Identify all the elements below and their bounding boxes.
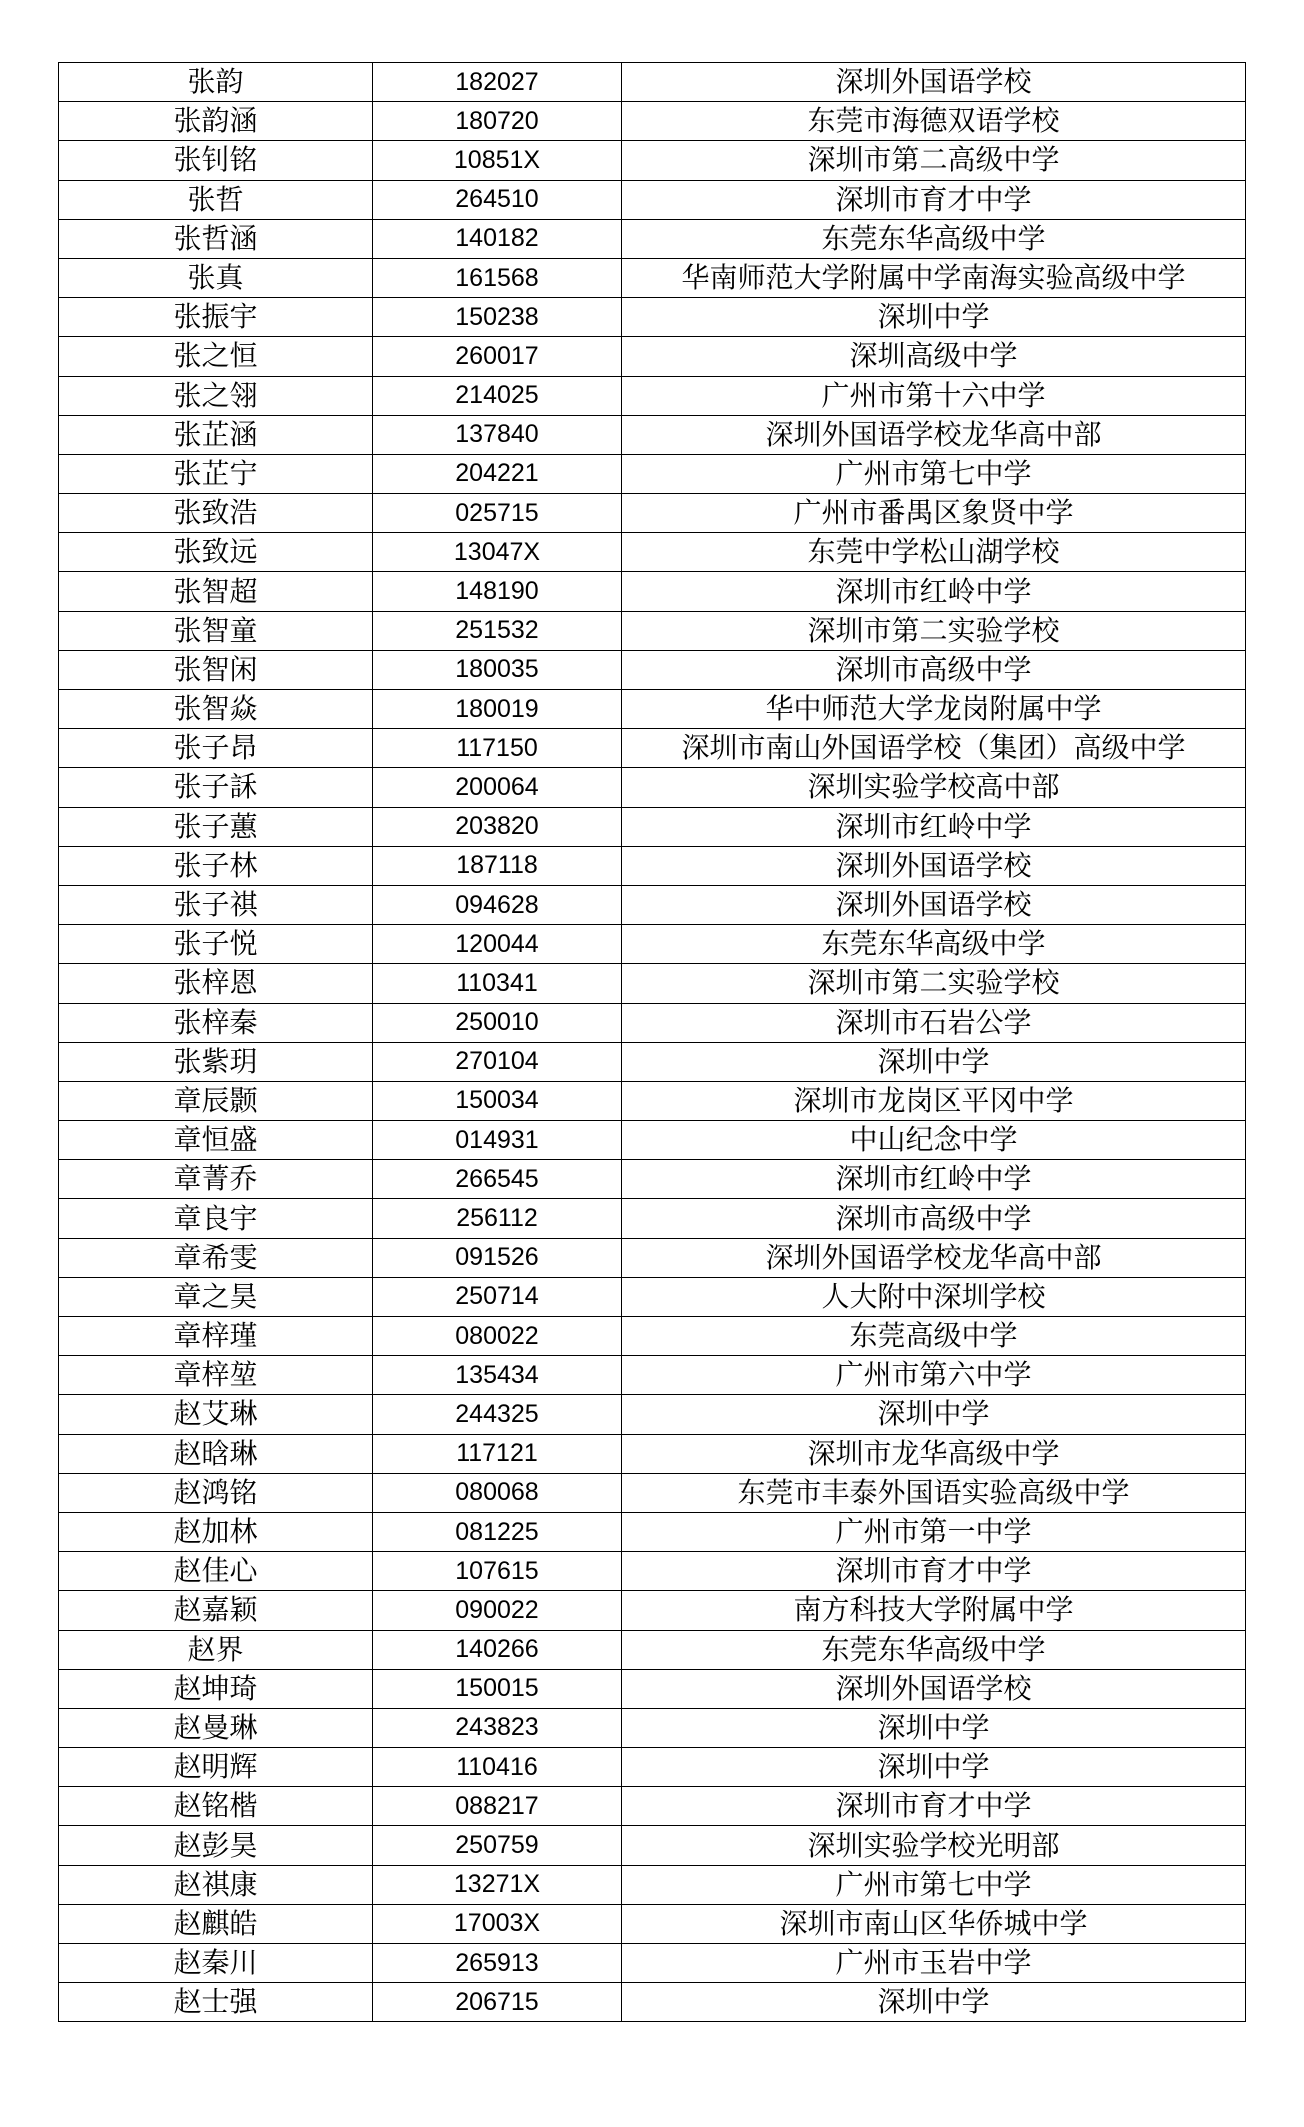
- student-id-cell: 260017: [373, 337, 622, 376]
- table-row: [59, 1904, 1246, 1943]
- student-id-cell: 180019: [373, 690, 622, 729]
- school-name-cell: 深圳中学: [622, 1708, 1246, 1747]
- school-name-cell: 南方科技大学附属中学: [622, 1591, 1246, 1630]
- student-name-cell: 张之翎: [59, 376, 373, 415]
- school-name-cell: 深圳外国语学校: [622, 1669, 1246, 1708]
- student-id-cell: 13047X: [373, 533, 622, 572]
- student-id-cell: 250010: [373, 1003, 622, 1042]
- student-name-cell: 赵鸿铭: [59, 1473, 373, 1512]
- student-name-cell: 赵晗琳: [59, 1434, 373, 1473]
- student-id-cell: 13271X: [373, 1865, 622, 1904]
- school-name-cell: 深圳市第二高级中学: [622, 141, 1246, 180]
- student-name-cell: 赵佳心: [59, 1552, 373, 1591]
- student-id-cell: 140182: [373, 219, 622, 258]
- student-name-cell: 赵嘉颖: [59, 1591, 373, 1630]
- table-row: [59, 1238, 1246, 1277]
- table-row: [59, 1473, 1246, 1512]
- student-name-cell: 张钊铭: [59, 141, 373, 180]
- student-id-cell: 107615: [373, 1552, 622, 1591]
- table-row: [59, 1003, 1246, 1042]
- school-name-cell: 深圳市南山区华侨城中学: [622, 1904, 1246, 1943]
- student-name-cell: 张智童: [59, 611, 373, 650]
- student-name-cell: 张梓秦: [59, 1003, 373, 1042]
- student-id-cell: 117150: [373, 729, 622, 768]
- school-name-cell: 广州市第十六中学: [622, 376, 1246, 415]
- student-name-cell: 张子悦: [59, 925, 373, 964]
- student-name-cell: 章梓堃: [59, 1356, 373, 1395]
- student-id-cell: 251532: [373, 611, 622, 650]
- school-name-cell: 深圳中学: [622, 1983, 1246, 2022]
- table-row: [59, 807, 1246, 846]
- student-name-cell: 张振宇: [59, 298, 373, 337]
- table-row: [59, 1395, 1246, 1434]
- table-row: [59, 1983, 1246, 2022]
- student-name-cell: 张子訸: [59, 768, 373, 807]
- student-id-cell: 110416: [373, 1748, 622, 1787]
- school-name-cell: 深圳市第二实验学校: [622, 964, 1246, 1003]
- table-row: [59, 690, 1246, 729]
- school-name-cell: 东莞东华高级中学: [622, 925, 1246, 964]
- student-id-cell: 150034: [373, 1081, 622, 1120]
- student-name-cell: 赵曼琳: [59, 1708, 373, 1747]
- table-row: [59, 1748, 1246, 1787]
- table-row: [59, 1591, 1246, 1630]
- table-row: [59, 729, 1246, 768]
- table-row: [59, 885, 1246, 924]
- student-id-cell: 204221: [373, 454, 622, 493]
- student-name-cell: 章辰颢: [59, 1081, 373, 1120]
- school-name-cell: 深圳中学: [622, 298, 1246, 337]
- student-name-cell: 章菁乔: [59, 1160, 373, 1199]
- student-name-cell: 赵加林: [59, 1512, 373, 1551]
- school-name-cell: 深圳外国语学校: [622, 885, 1246, 924]
- student-id-cell: 014931: [373, 1121, 622, 1160]
- school-name-cell: 深圳中学: [622, 1748, 1246, 1787]
- student-name-cell: 赵明辉: [59, 1748, 373, 1787]
- table-row: [59, 180, 1246, 219]
- student-name-cell: 赵界: [59, 1630, 373, 1669]
- student-name-cell: 张之恒: [59, 337, 373, 376]
- table-row: [59, 964, 1246, 1003]
- student-name-cell: 张子蕙: [59, 807, 373, 846]
- table-row: [59, 533, 1246, 572]
- student-id-cell: 090022: [373, 1591, 622, 1630]
- school-name-cell: 广州市第七中学: [622, 1865, 1246, 1904]
- table-row: [59, 1826, 1246, 1865]
- student-id-cell: 180720: [373, 102, 622, 141]
- table-row: [59, 1199, 1246, 1238]
- student-id-cell: 150238: [373, 298, 622, 337]
- school-name-cell: 深圳中学: [622, 1042, 1246, 1081]
- student-name-cell: 张致浩: [59, 494, 373, 533]
- student-id-cell: 206715: [373, 1983, 622, 2022]
- school-name-cell: 华中师范大学龙岗附属中学: [622, 690, 1246, 729]
- school-name-cell: 深圳高级中学: [622, 337, 1246, 376]
- student-id-cell: 256112: [373, 1199, 622, 1238]
- student-name-cell: 张真: [59, 258, 373, 297]
- student-name-cell: 张芷宁: [59, 454, 373, 493]
- table-row: [59, 1042, 1246, 1081]
- student-id-cell: 120044: [373, 925, 622, 964]
- student-id-cell: 214025: [373, 376, 622, 415]
- school-name-cell: 深圳市育才中学: [622, 1787, 1246, 1826]
- school-name-cell: 深圳市高级中学: [622, 1199, 1246, 1238]
- table-row: [59, 1512, 1246, 1551]
- student-name-cell: 张致远: [59, 533, 373, 572]
- student-id-cell: 266545: [373, 1160, 622, 1199]
- student-name-cell: 张紫玥: [59, 1042, 373, 1081]
- student-id-cell: 264510: [373, 180, 622, 219]
- school-name-cell: 东莞东华高级中学: [622, 219, 1246, 258]
- roster-body: [59, 63, 1246, 2022]
- student-id-cell: 140266: [373, 1630, 622, 1669]
- school-name-cell: 深圳市红岭中学: [622, 572, 1246, 611]
- student-id-cell: 025715: [373, 494, 622, 533]
- table-row: [59, 219, 1246, 258]
- school-name-cell: 深圳中学: [622, 1395, 1246, 1434]
- student-name-cell: 赵艾琳: [59, 1395, 373, 1434]
- table-row: [59, 846, 1246, 885]
- table-row: [59, 141, 1246, 180]
- student-id-cell: 244325: [373, 1395, 622, 1434]
- school-name-cell: 广州市番禺区象贤中学: [622, 494, 1246, 533]
- table-row: [59, 1787, 1246, 1826]
- student-id-cell: 150015: [373, 1669, 622, 1708]
- table-row: [59, 1708, 1246, 1747]
- table-row: [59, 1434, 1246, 1473]
- table-row: [59, 1277, 1246, 1316]
- table-row: [59, 494, 1246, 533]
- school-name-cell: 东莞中学松山湖学校: [622, 533, 1246, 572]
- school-name-cell: 深圳实验学校光明部: [622, 1826, 1246, 1865]
- student-name-cell: 张韵: [59, 63, 373, 102]
- school-name-cell: 深圳外国语学校龙华高中部: [622, 415, 1246, 454]
- student-name-cell: 张子祺: [59, 885, 373, 924]
- student-name-cell: 章之昊: [59, 1277, 373, 1316]
- student-id-cell: 200064: [373, 768, 622, 807]
- student-name-cell: 张韵涵: [59, 102, 373, 141]
- school-name-cell: 华南师范大学附属中学南海实验高级中学: [622, 258, 1246, 297]
- student-id-cell: 182027: [373, 63, 622, 102]
- table-row: [59, 376, 1246, 415]
- student-id-cell: 137840: [373, 415, 622, 454]
- table-row: [59, 1630, 1246, 1669]
- student-name-cell: 赵祺康: [59, 1865, 373, 1904]
- table-row: [59, 102, 1246, 141]
- student-id-cell: 080068: [373, 1473, 622, 1512]
- table-row: [59, 415, 1246, 454]
- school-name-cell: 深圳市红岭中学: [622, 1160, 1246, 1199]
- school-name-cell: 广州市玉岩中学: [622, 1944, 1246, 1983]
- table-row: [59, 1160, 1246, 1199]
- table-row: [59, 1944, 1246, 1983]
- school-name-cell: 深圳市高级中学: [622, 650, 1246, 689]
- student-name-cell: 张芷涵: [59, 415, 373, 454]
- student-name-cell: 张智闲: [59, 650, 373, 689]
- student-id-cell: 094628: [373, 885, 622, 924]
- student-id-cell: 091526: [373, 1238, 622, 1277]
- student-id-cell: 180035: [373, 650, 622, 689]
- school-name-cell: 深圳实验学校高中部: [622, 768, 1246, 807]
- school-name-cell: 深圳市第二实验学校: [622, 611, 1246, 650]
- table-row: [59, 1552, 1246, 1591]
- student-id-cell: 10851X: [373, 141, 622, 180]
- student-id-cell: 081225: [373, 1512, 622, 1551]
- student-id-cell: 17003X: [373, 1904, 622, 1943]
- student-name-cell: 张智焱: [59, 690, 373, 729]
- student-id-cell: 088217: [373, 1787, 622, 1826]
- school-name-cell: 广州市第一中学: [622, 1512, 1246, 1551]
- student-name-cell: 赵彭昊: [59, 1826, 373, 1865]
- student-id-cell: 250714: [373, 1277, 622, 1316]
- student-name-cell: 张哲: [59, 180, 373, 219]
- school-name-cell: 深圳外国语学校: [622, 846, 1246, 885]
- table-row: [59, 258, 1246, 297]
- table-row: [59, 63, 1246, 102]
- student-name-cell: 赵麒皓: [59, 1904, 373, 1943]
- student-id-cell: 161568: [373, 258, 622, 297]
- table-row: [59, 454, 1246, 493]
- school-name-cell: 深圳市龙岗区平冈中学: [622, 1081, 1246, 1120]
- student-name-cell: 赵铭楷: [59, 1787, 373, 1826]
- student-name-cell: 张子林: [59, 846, 373, 885]
- student-id-cell: 080022: [373, 1317, 622, 1356]
- student-name-cell: 张梓恩: [59, 964, 373, 1003]
- school-name-cell: 深圳市育才中学: [622, 180, 1246, 219]
- roster-table: [58, 62, 1246, 2022]
- table-row: [59, 1356, 1246, 1395]
- table-row: [59, 1121, 1246, 1160]
- student-name-cell: 张智超: [59, 572, 373, 611]
- school-name-cell: 深圳市龙华高级中学: [622, 1434, 1246, 1473]
- student-name-cell: 张哲涵: [59, 219, 373, 258]
- table-row: [59, 650, 1246, 689]
- student-name-cell: 章梓瑾: [59, 1317, 373, 1356]
- school-name-cell: 广州市第六中学: [622, 1356, 1246, 1395]
- table-row: [59, 1317, 1246, 1356]
- student-id-cell: 243823: [373, 1708, 622, 1747]
- student-name-cell: 张子昂: [59, 729, 373, 768]
- table-row: [59, 1669, 1246, 1708]
- student-name-cell: 章良宇: [59, 1199, 373, 1238]
- table-row: [59, 572, 1246, 611]
- table-row: [59, 1081, 1246, 1120]
- student-name-cell: 章希雯: [59, 1238, 373, 1277]
- student-id-cell: 250759: [373, 1826, 622, 1865]
- student-name-cell: 章恒盛: [59, 1121, 373, 1160]
- student-id-cell: 265913: [373, 1944, 622, 1983]
- table-row: [59, 611, 1246, 650]
- table-row: [59, 298, 1246, 337]
- school-name-cell: 深圳市育才中学: [622, 1552, 1246, 1591]
- school-name-cell: 人大附中深圳学校: [622, 1277, 1246, 1316]
- school-name-cell: 深圳外国语学校龙华高中部: [622, 1238, 1246, 1277]
- school-name-cell: 深圳市石岩公学: [622, 1003, 1246, 1042]
- school-name-cell: 中山纪念中学: [622, 1121, 1246, 1160]
- student-id-cell: 187118: [373, 846, 622, 885]
- student-id-cell: 135434: [373, 1356, 622, 1395]
- student-name-cell: 赵坤琦: [59, 1669, 373, 1708]
- school-name-cell: 深圳市红岭中学: [622, 807, 1246, 846]
- school-name-cell: 东莞高级中学: [622, 1317, 1246, 1356]
- student-id-cell: 117121: [373, 1434, 622, 1473]
- table-row: [59, 768, 1246, 807]
- student-id-cell: 203820: [373, 807, 622, 846]
- school-name-cell: 广州市第七中学: [622, 454, 1246, 493]
- school-name-cell: 深圳外国语学校: [622, 63, 1246, 102]
- table-row: [59, 337, 1246, 376]
- table-row: [59, 1865, 1246, 1904]
- school-name-cell: 东莞东华高级中学: [622, 1630, 1246, 1669]
- school-name-cell: 东莞市海德双语学校: [622, 102, 1246, 141]
- table-row: [59, 925, 1246, 964]
- school-name-cell: 深圳市南山外国语学校（集团）高级中学: [622, 729, 1246, 768]
- student-id-cell: 110341: [373, 964, 622, 1003]
- school-name-cell: 东莞市丰泰外国语实验高级中学: [622, 1473, 1246, 1512]
- student-id-cell: 270104: [373, 1042, 622, 1081]
- student-name-cell: 赵士强: [59, 1983, 373, 2022]
- student-id-cell: 148190: [373, 572, 622, 611]
- student-name-cell: 赵秦川: [59, 1944, 373, 1983]
